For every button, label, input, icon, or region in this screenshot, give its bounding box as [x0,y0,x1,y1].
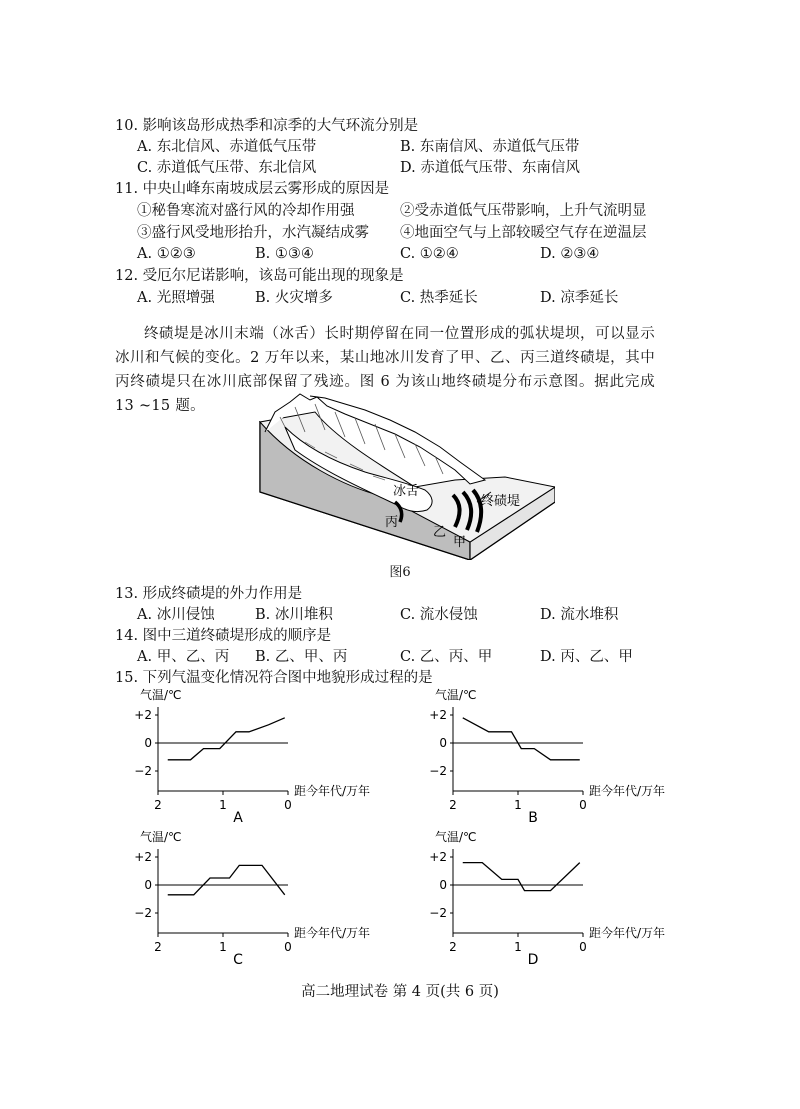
q11-option-d[interactable]: D. ②③④ [540,246,600,262]
q14-option-a[interactable]: A. 甲、乙、丙 [137,649,230,665]
x-tick-label: 1 [219,940,227,954]
q11-statement-2: ②受赤道低气压带影响，上升气流明显 [400,203,647,219]
q11-option-b[interactable]: B. ①③④ [255,246,314,262]
x-tick-label: 2 [154,798,162,812]
figure-6-caption: 图6 [389,565,411,580]
label-moraine: 终碛堤 [481,494,521,509]
chart-ylabel: 气温/℃ [435,688,477,702]
y-tick-label: 0 [144,878,152,892]
y-tick-label: −2 [134,906,152,920]
q14-option-c[interactable]: C. 乙、丙、甲 [400,649,493,665]
q11-statement-1: ①秘鲁寒流对盛行风的冷却作用强 [137,203,355,219]
chart-panel-label: C [233,952,243,967]
temperature-series-line [463,718,580,760]
q12-option-d[interactable]: D. 凉季延长 [540,290,619,306]
q14-option-b[interactable]: B. 乙、甲、丙 [255,649,348,665]
label-yi: 乙 [433,525,447,540]
q10-option-d[interactable]: D. 赤道低气压带、东南信风 [400,160,580,176]
temperature-series-line [168,718,285,760]
y-tick-label: 0 [439,878,447,892]
x-tick-label: 0 [579,798,587,812]
y-tick-label: 0 [144,736,152,750]
question-10-stem: 10. 影响该岛形成热季和凉季的大气环流分别是 [115,118,419,134]
x-tick-label: 0 [579,940,587,954]
question-15-stem: 15. 下列气温变化情况符合图中地貌形成过程的是 [115,670,433,686]
question-13-stem: 13. 形成终碛堤的外力作用是 [115,586,303,602]
label-jia: 甲 [453,535,467,550]
chart-b[interactable] [415,685,685,825]
x-tick-label: 2 [449,940,457,954]
chart-panel-label: A [233,810,243,825]
temperature-series-line [168,865,285,894]
label-bing: 丙 [385,515,399,530]
chart-ylabel: 气温/℃ [140,830,182,844]
x-tick-label: 1 [219,798,227,812]
x-tick-label: 1 [514,940,522,954]
chart-d[interactable] [415,827,685,967]
y-tick-label: +2 [134,708,152,722]
temperature-series-line [463,863,580,891]
label-ice-tongue: 冰舌 [393,484,420,499]
q12-option-a[interactable]: A. 光照增强 [137,290,215,306]
q10-option-b[interactable]: B. 东南信风、赤道低气压带 [400,139,580,155]
x-tick-label: 0 [284,798,292,812]
chart-xlabel: 距今年代/万年 [589,784,666,798]
chart-ylabel: 气温/℃ [140,688,182,702]
question-11-stem: 11. 中央山峰东南坡成层云雾形成的原因是 [115,181,390,197]
chart-c[interactable] [120,827,390,967]
page-footer: 高二地理试卷 第 4 页(共 6 页) [301,984,499,1000]
q12-option-b[interactable]: B. 火灾增多 [255,290,333,306]
q11-statement-3: ③盛行风受地形抬升，水汽凝结成雾 [137,225,369,241]
y-tick-label: 0 [439,736,447,750]
reading-passage: 终碛堤是冰川末端（冰舌）长时期停留在同一位置形成的弧状堤坝，可以显示冰川和气候的变化。2 万年以来，某山地冰川发育了甲、乙、丙三道终碛堤，其中丙终碛堤只在冰川底部保留了残迹。图 6 为该山地终碛堤分布示意图。据此完成 13 ~15 题。 [115,326,655,414]
x-tick-label: 1 [514,798,522,812]
y-tick-label: +2 [134,850,152,864]
chart-xlabel: 距今年代/万年 [589,926,666,940]
x-tick-label: 2 [154,940,162,954]
q13-option-d[interactable]: D. 流水堆积 [540,607,619,623]
chart-a[interactable] [120,685,390,825]
q11-statement-4: ④地面空气与上部较暖空气存在逆温层 [400,225,647,241]
y-tick-label: −2 [134,764,152,778]
q10-option-c[interactable]: C. 赤道低气压带、东北信风 [137,160,317,176]
chart-panel-label: B [528,810,538,825]
x-tick-label: 0 [284,940,292,954]
q12-option-c[interactable]: C. 热季延长 [400,290,478,306]
y-tick-label: +2 [429,850,447,864]
chart-xlabel: 距今年代/万年 [294,784,371,798]
q13-option-a[interactable]: A. 冰川侵蚀 [137,607,215,623]
y-tick-label: −2 [429,764,447,778]
q13-option-c[interactable]: C. 流水侵蚀 [400,607,478,623]
q11-option-a[interactable]: A. ①②③ [137,246,196,262]
q11-option-c[interactable]: C. ①②④ [400,246,459,262]
chart-ylabel: 气温/℃ [435,830,477,844]
question-12-stem: 12. 受厄尔尼诺影响，该岛可能出现的现象是 [115,268,404,284]
q14-option-d[interactable]: D. 丙、乙、甲 [540,649,633,665]
x-tick-label: 2 [449,798,457,812]
question-14-stem: 14. 图中三道终碛堤形成的顺序是 [115,628,332,644]
y-tick-label: −2 [429,906,447,920]
y-tick-label: +2 [429,708,447,722]
chart-panel-label: D [527,952,539,967]
q10-option-a[interactable]: A. 东北信风、赤道低气压带 [137,139,317,155]
q13-option-b[interactable]: B. 冰川堆积 [255,607,333,623]
figure-6-glacier-diagram [255,392,555,560]
chart-xlabel: 距今年代/万年 [294,926,371,940]
